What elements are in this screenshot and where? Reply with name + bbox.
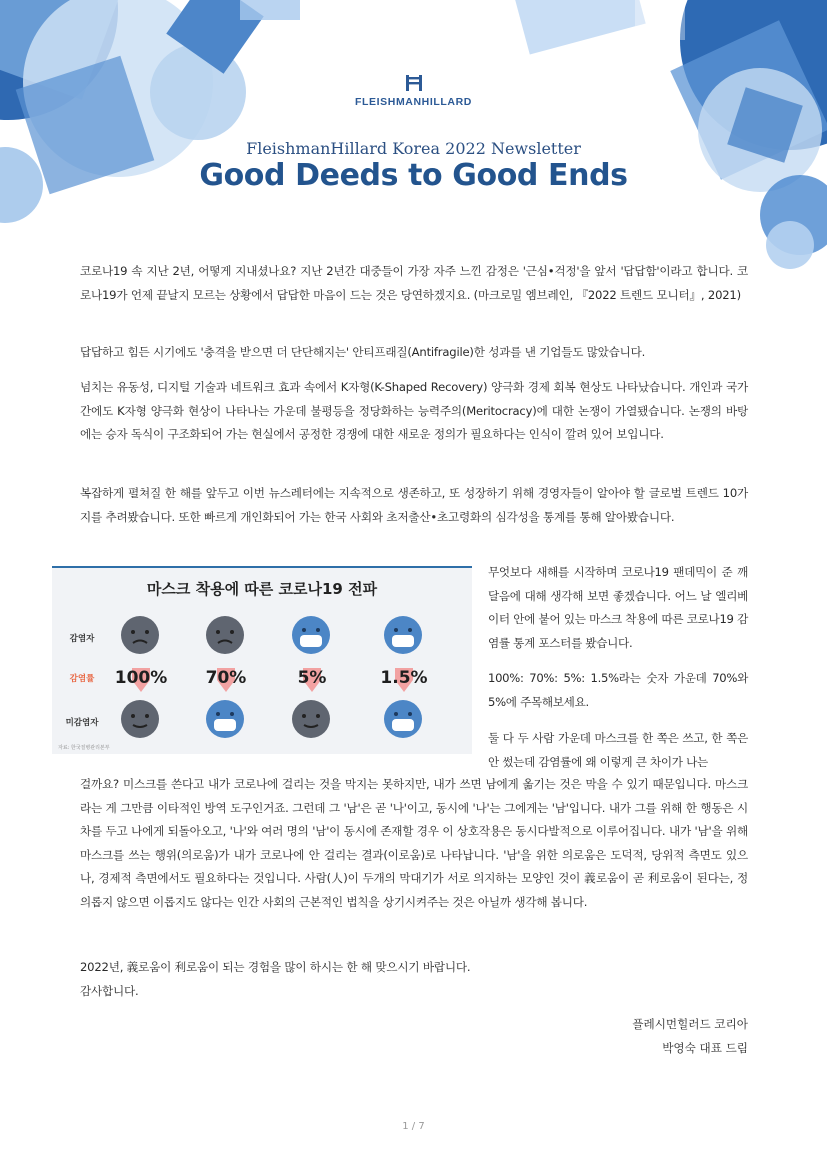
- masked-face-icon: [382, 614, 424, 656]
- paragraph-2: 답답하고 힘든 시기에도 '충격을 받으면 더 단단해지는' 안티프래질(Antifragile)한 성과를 낸 기업들도 많았습니다.: [80, 345, 646, 359]
- masked-face-icon: [204, 698, 246, 740]
- closing-line: 2022년, 義로움이 利로움이 되는 경험을 많이 하시는 한 해 맞으시기 바랍니다.: [80, 960, 471, 974]
- masked-face-icon: [290, 614, 332, 656]
- mask-infographic: [52, 566, 472, 754]
- infographic-source: 자료: 한국질병관리본부: [58, 745, 110, 751]
- unmasked-face-icon: [290, 698, 332, 740]
- masked-face-icon: [382, 698, 424, 740]
- paragraph-6: [80, 956, 748, 1003]
- rate-value: 1.5%: [380, 668, 428, 688]
- unmasked-face-icon: [204, 614, 246, 656]
- paragraph-5: 걸까요? 미스크를 쓴다고 내가 코로나에 걸리는 것을 막지는 못하지만, 내가 쓰면 남에게 옮기는 것은 막을 수 있기 때문입니다. 마스크라는 게 그만큼 이타적인 방역 도구인거죠. 그런데 그 '남'은 곧 '나'이고, 동시에 '나'는 그에게는 '남'입니다. 내가 그를 위해 한 행동은 시차를 두고 나에게 되돌아오고, '나'와 여러 명의 '남'이 동시에 존재할 경우 이 상호작용은 동시다발적으로 이루어집니다. 내가 '남'을 위해 마스크를 쓰는 행위(의로움)가 내가 코로나에 안 걸리는 결과(이로움)로 나타납니다. '남'을 위한 의로움은 도덕적, 당위적 측면도 있으나, 경제적 측면에서도 필요하다는 것입니다. 사람(人)이 두개의 막대기가 서로 의지하는 모양인 것이 義로움이 곧 利로움이 된다는, 정의롭지 않으면 이롭지도 않다는 인간 사회의 근본적인 법칙을 상기시켜주는 것은 아닐까 생각해 봅니다.: [80, 777, 748, 909]
- newsletter-subtitle: FleishmanHillard Korea 2022 Newsletter: [246, 139, 581, 158]
- fleishmanhillard-logo: [0, 72, 827, 108]
- paragraph-3: 넘치는 유동성, 디지털 기술과 네트워크 효과 속에서 K자형(K-Shaped Recovery) 양극화 경제 회복 현상도 나타났습니다. 개인과 국가 간에도 K자형 양극화 현상이 나타나는 가운데 불평등을 정당화하는 능력주의(Meritocracy)에 대한 논쟁이 가열됐습니다. 논쟁의 바탕에는 승자 독식이 구조화되어 가는 현실에서 공정한 경쟁에 대한 새로운 정의가 필요하다는 인식이 깔려 있어 보입니다.: [80, 380, 748, 441]
- infographic-title: 마스크 착용에 따른 코로나19 전파: [146, 580, 378, 598]
- paragraph-1: 코로나19 속 지난 2년, 어떻게 지내셨나요? 지난 2년간 대중들이 가장 자주 느낀 감정은 '근심•걱정'을 앞서 '답답함'이라고 합니다. 코로나19가 언제 끝날지 모르는 상황에서 답답한 마음이 드는 것은 당연하겠지요. (마크로밀 엠브레인, 『2022 트렌드 모니터』, 2021): [80, 264, 748, 302]
- row-label-uninfected: 미감염자: [65, 718, 99, 728]
- newsletter-title: Good Deeds to Good Ends: [199, 158, 628, 193]
- thanks-line: 감사합니다.: [80, 983, 139, 998]
- signature-company: 플레시먼힐러드 코리아: [632, 1017, 748, 1031]
- side-paragraph-2: 100%: 70%: 5%: 1.5%라는 숫자 가운데 70%와 5%에 주목해보세요.: [488, 671, 748, 709]
- side-paragraph-3: 둘 다 두 사람 가운데 마스크를 한 쪽은 쓰고, 한 쪽은 안 썼는데 감염률에 왜 이렇게 큰 차이가 나는: [488, 731, 748, 769]
- rate-value: 70%: [205, 668, 247, 688]
- side-paragraph-1: 무엇보다 새해를 시작하며 코로나19 팬데믹이 준 깨달음에 대해 생각해 보면 좋겠습니다. 어느 날 엘리베이터 안에 붙어 있는 마스크 착용에 따른 코로나19 감염률 통계 포스터를 봤습니다.: [488, 565, 748, 650]
- rate-value: 100%: [114, 668, 168, 688]
- row-label-rate: 감염률: [69, 674, 95, 684]
- page-number: 1 / 7: [402, 1121, 425, 1132]
- row-label-infected: 감염자: [69, 634, 95, 644]
- logo-mark-icon: [403, 72, 425, 94]
- rate-value: 5%: [297, 668, 327, 688]
- signature-name: 박영숙 대표 드림: [662, 1040, 748, 1055]
- logo-wordmark: FLEISHMANHILLARD: [355, 96, 472, 108]
- unmasked-face-icon: [119, 698, 161, 740]
- signature: [632, 1013, 748, 1060]
- paragraph-4: 복잡하게 펼쳐질 한 해를 앞두고 이번 뉴스레터에는 지속적으로 생존하고, 또 성장하기 위해 경영자들이 알아야 할 글로벌 트렌드 10가지를 추려봤습니다. 또한 빠르게 개인화되어 가는 한국 사회와 초저출산•초고령화의 심각성을 통계를 통해 알아봤습니다.: [80, 486, 748, 524]
- unmasked-face-icon: [119, 614, 161, 656]
